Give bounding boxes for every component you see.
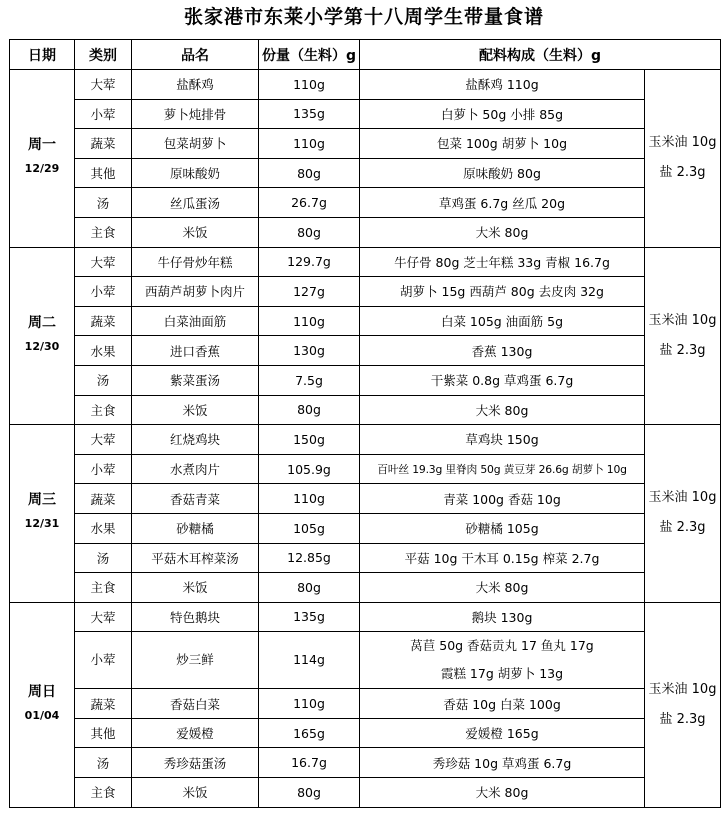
dish-cell: 炒三鲜 xyxy=(132,632,259,689)
dish-cell: 萝卜炖排骨 xyxy=(132,99,259,129)
ingredients-line: 霞糕 17g 胡萝卜 13g xyxy=(440,666,564,682)
menu-table xyxy=(9,39,721,808)
ingredients-cell: 胡萝卜 15g 西葫芦 80g 去皮肉 32g xyxy=(360,277,645,307)
portion-cell: 135g xyxy=(259,99,360,129)
oil-note: 玉米油 10g xyxy=(648,490,717,506)
category-cell: 汤 xyxy=(75,543,132,573)
table-row xyxy=(10,70,721,100)
table-row xyxy=(10,602,721,632)
portion-cell: 150g xyxy=(259,425,360,455)
portion-cell: 130g xyxy=(259,336,360,366)
portion-cell: 110g xyxy=(259,484,360,514)
portion-cell: 127g xyxy=(259,277,360,307)
category-cell: 主食 xyxy=(75,217,132,247)
dish-cell: 盐酥鸡 xyxy=(132,70,259,100)
category-cell: 大荤 xyxy=(75,70,132,100)
portion-cell: 114g xyxy=(259,632,360,689)
table-row xyxy=(10,129,721,159)
ingredients-line: 莴苣 50g 香菇贡丸 17 鱼丸 17g xyxy=(410,638,594,654)
ingredients-cell: 青菜 100g 香菇 10g xyxy=(360,484,645,514)
day-cell xyxy=(10,425,75,603)
portion-cell: 7.5g xyxy=(259,365,360,395)
ingredients-cell: 大米 80g xyxy=(360,573,645,603)
ingredients-cell: 大米 80g xyxy=(360,217,645,247)
header-dish: 品名 xyxy=(132,40,259,70)
dish-cell: 米饭 xyxy=(132,395,259,425)
table-row xyxy=(10,395,721,425)
category-cell: 主食 xyxy=(75,395,132,425)
portion-cell: 80g xyxy=(259,158,360,188)
weekday-label: 周日 xyxy=(28,683,56,700)
portion-cell: 105g xyxy=(259,513,360,543)
weekday-label: 周一 xyxy=(28,137,56,154)
date-label: 12/29 xyxy=(24,162,60,176)
dish-cell: 秀珍菇蛋汤 xyxy=(132,748,259,778)
ingredients-cell: 爱媛橙 165g xyxy=(360,718,645,748)
seasoning-cell xyxy=(645,70,721,248)
category-cell: 主食 xyxy=(75,778,132,808)
category-cell: 水果 xyxy=(75,336,132,366)
ingredients-cell: 百叶丝 19.3g 里脊肉 50g 黄豆芽 26.6g 胡萝卜 10g xyxy=(360,454,645,484)
portion-cell: 12.85g xyxy=(259,543,360,573)
portion-cell: 80g xyxy=(259,395,360,425)
header-category: 类别 xyxy=(75,40,132,70)
salt-note: 盐 2.3g xyxy=(659,342,706,358)
table-row xyxy=(10,336,721,366)
dish-cell: 特色鹅块 xyxy=(132,602,259,632)
table-row xyxy=(10,689,721,719)
portion-cell: 135g xyxy=(259,602,360,632)
menu-body xyxy=(10,70,721,808)
category-cell: 主食 xyxy=(75,573,132,603)
page-title: 张家港市东莱小学第十八周学生带量食谱 xyxy=(183,6,544,28)
category-cell: 大荤 xyxy=(75,247,132,277)
portion-cell: 165g xyxy=(259,718,360,748)
date-label: 01/04 xyxy=(24,708,60,722)
header-date: 日期 xyxy=(10,40,75,70)
table-row xyxy=(10,188,721,218)
dish-cell: 香菇白菜 xyxy=(132,689,259,719)
table-row xyxy=(10,573,721,603)
table-row xyxy=(10,748,721,778)
seasoning-cell xyxy=(645,247,721,425)
oil-note: 玉米油 10g xyxy=(648,135,717,151)
category-cell: 其他 xyxy=(75,718,132,748)
salt-note: 盐 2.3g xyxy=(659,711,706,727)
category-cell: 蔬菜 xyxy=(75,484,132,514)
table-row xyxy=(10,217,721,247)
ingredients-cell: 白萝卜 50g 小排 85g xyxy=(360,99,645,129)
ingredients-cell: 草鸡块 150g xyxy=(360,425,645,455)
dish-cell: 牛仔骨炒年糕 xyxy=(132,247,259,277)
ingredients-cell: 香菇 10g 白菜 100g xyxy=(360,689,645,719)
category-cell: 大荤 xyxy=(75,425,132,455)
table-row xyxy=(10,158,721,188)
seasoning-cell xyxy=(645,602,721,807)
portion-cell: 129.7g xyxy=(259,247,360,277)
category-cell: 蔬菜 xyxy=(75,306,132,336)
oil-note: 玉米油 10g xyxy=(648,312,717,328)
category-cell: 大荤 xyxy=(75,602,132,632)
category-cell: 小荤 xyxy=(75,99,132,129)
day-cell xyxy=(10,70,75,248)
portion-cell: 110g xyxy=(259,306,360,336)
portion-cell: 80g xyxy=(259,573,360,603)
ingredients-cell: 大米 80g xyxy=(360,395,645,425)
table-row xyxy=(10,425,721,455)
table-row xyxy=(10,306,721,336)
dish-cell: 进口香蕉 xyxy=(132,336,259,366)
table-row xyxy=(10,277,721,307)
salt-note: 盐 2.3g xyxy=(659,520,706,536)
table-row xyxy=(10,543,721,573)
table-row xyxy=(10,632,721,689)
category-cell: 蔬菜 xyxy=(75,689,132,719)
table-row xyxy=(10,247,721,277)
dish-cell: 白菜油面筋 xyxy=(132,306,259,336)
ingredients-cell: 鹅块 130g xyxy=(360,602,645,632)
dish-cell: 平菇木耳榨菜汤 xyxy=(132,543,259,573)
portion-cell: 105.9g xyxy=(259,454,360,484)
header-row xyxy=(10,40,721,70)
portion-cell: 80g xyxy=(259,217,360,247)
portion-cell: 110g xyxy=(259,70,360,100)
portion-cell: 80g xyxy=(259,778,360,808)
day-cell xyxy=(10,247,75,425)
header-ingredients: 配料构成（生料）g xyxy=(360,40,721,70)
ingredients-cell xyxy=(360,632,645,689)
dish-cell: 红烧鸡块 xyxy=(132,425,259,455)
table-row xyxy=(10,718,721,748)
dish-cell: 包菜胡萝卜 xyxy=(132,129,259,159)
portion-cell: 110g xyxy=(259,129,360,159)
table-row xyxy=(10,99,721,129)
dish-cell: 砂糖橘 xyxy=(132,513,259,543)
dish-cell: 香菇青菜 xyxy=(132,484,259,514)
portion-cell: 110g xyxy=(259,689,360,719)
table-row xyxy=(10,365,721,395)
table-row xyxy=(10,484,721,514)
ingredients-cell: 盐酥鸡 110g xyxy=(360,70,645,100)
dish-cell: 米饭 xyxy=(132,778,259,808)
category-cell: 汤 xyxy=(75,188,132,218)
salt-note: 盐 2.3g xyxy=(659,165,706,181)
table-row xyxy=(10,778,721,808)
dish-cell: 水煮肉片 xyxy=(132,454,259,484)
dish-cell: 爱媛橙 xyxy=(132,718,259,748)
oil-note: 玉米油 10g xyxy=(648,681,717,697)
category-cell: 小荤 xyxy=(75,454,132,484)
portion-cell: 26.7g xyxy=(259,188,360,218)
ingredients-cell: 香蕉 130g xyxy=(360,336,645,366)
table-row xyxy=(10,454,721,484)
category-cell: 蔬菜 xyxy=(75,129,132,159)
ingredients-cell: 原味酸奶 80g xyxy=(360,158,645,188)
ingredients-cell: 白菜 105g 油面筋 5g xyxy=(360,306,645,336)
dish-cell: 丝瓜蛋汤 xyxy=(132,188,259,218)
category-cell: 其他 xyxy=(75,158,132,188)
dish-cell: 西葫芦胡萝卜肉片 xyxy=(132,277,259,307)
ingredients-cell: 包菜 100g 胡萝卜 10g xyxy=(360,129,645,159)
table-row xyxy=(10,513,721,543)
ingredients-cell: 砂糖橘 105g xyxy=(360,513,645,543)
dish-cell: 紫菜蛋汤 xyxy=(132,365,259,395)
ingredients-cell: 草鸡蛋 6.7g 丝瓜 20g xyxy=(360,188,645,218)
seasoning-cell xyxy=(645,425,721,603)
day-cell xyxy=(10,602,75,807)
ingredients-cell: 平菇 10g 干木耳 0.15g 榨菜 2.7g xyxy=(360,543,645,573)
date-label: 12/31 xyxy=(24,517,60,531)
ingredients-cell: 大米 80g xyxy=(360,778,645,808)
dish-cell: 原味酸奶 xyxy=(132,158,259,188)
weekday-label: 周三 xyxy=(28,492,56,509)
portion-cell: 16.7g xyxy=(259,748,360,778)
category-cell: 汤 xyxy=(75,748,132,778)
dish-cell: 米饭 xyxy=(132,573,259,603)
date-label: 12/30 xyxy=(24,339,60,353)
dish-cell: 米饭 xyxy=(132,217,259,247)
weekday-label: 周二 xyxy=(28,314,56,331)
ingredients-cell: 干紫菜 0.8g 草鸡蛋 6.7g xyxy=(360,365,645,395)
ingredients-cell: 秀珍菇 10g 草鸡蛋 6.7g xyxy=(360,748,645,778)
category-cell: 小荤 xyxy=(75,632,132,689)
ingredients-cell: 牛仔骨 80g 芝士年糕 33g 青椒 16.7g xyxy=(360,247,645,277)
category-cell: 小荤 xyxy=(75,277,132,307)
category-cell: 水果 xyxy=(75,513,132,543)
header-portion: 份量（生料）g xyxy=(259,40,360,70)
category-cell: 汤 xyxy=(75,365,132,395)
